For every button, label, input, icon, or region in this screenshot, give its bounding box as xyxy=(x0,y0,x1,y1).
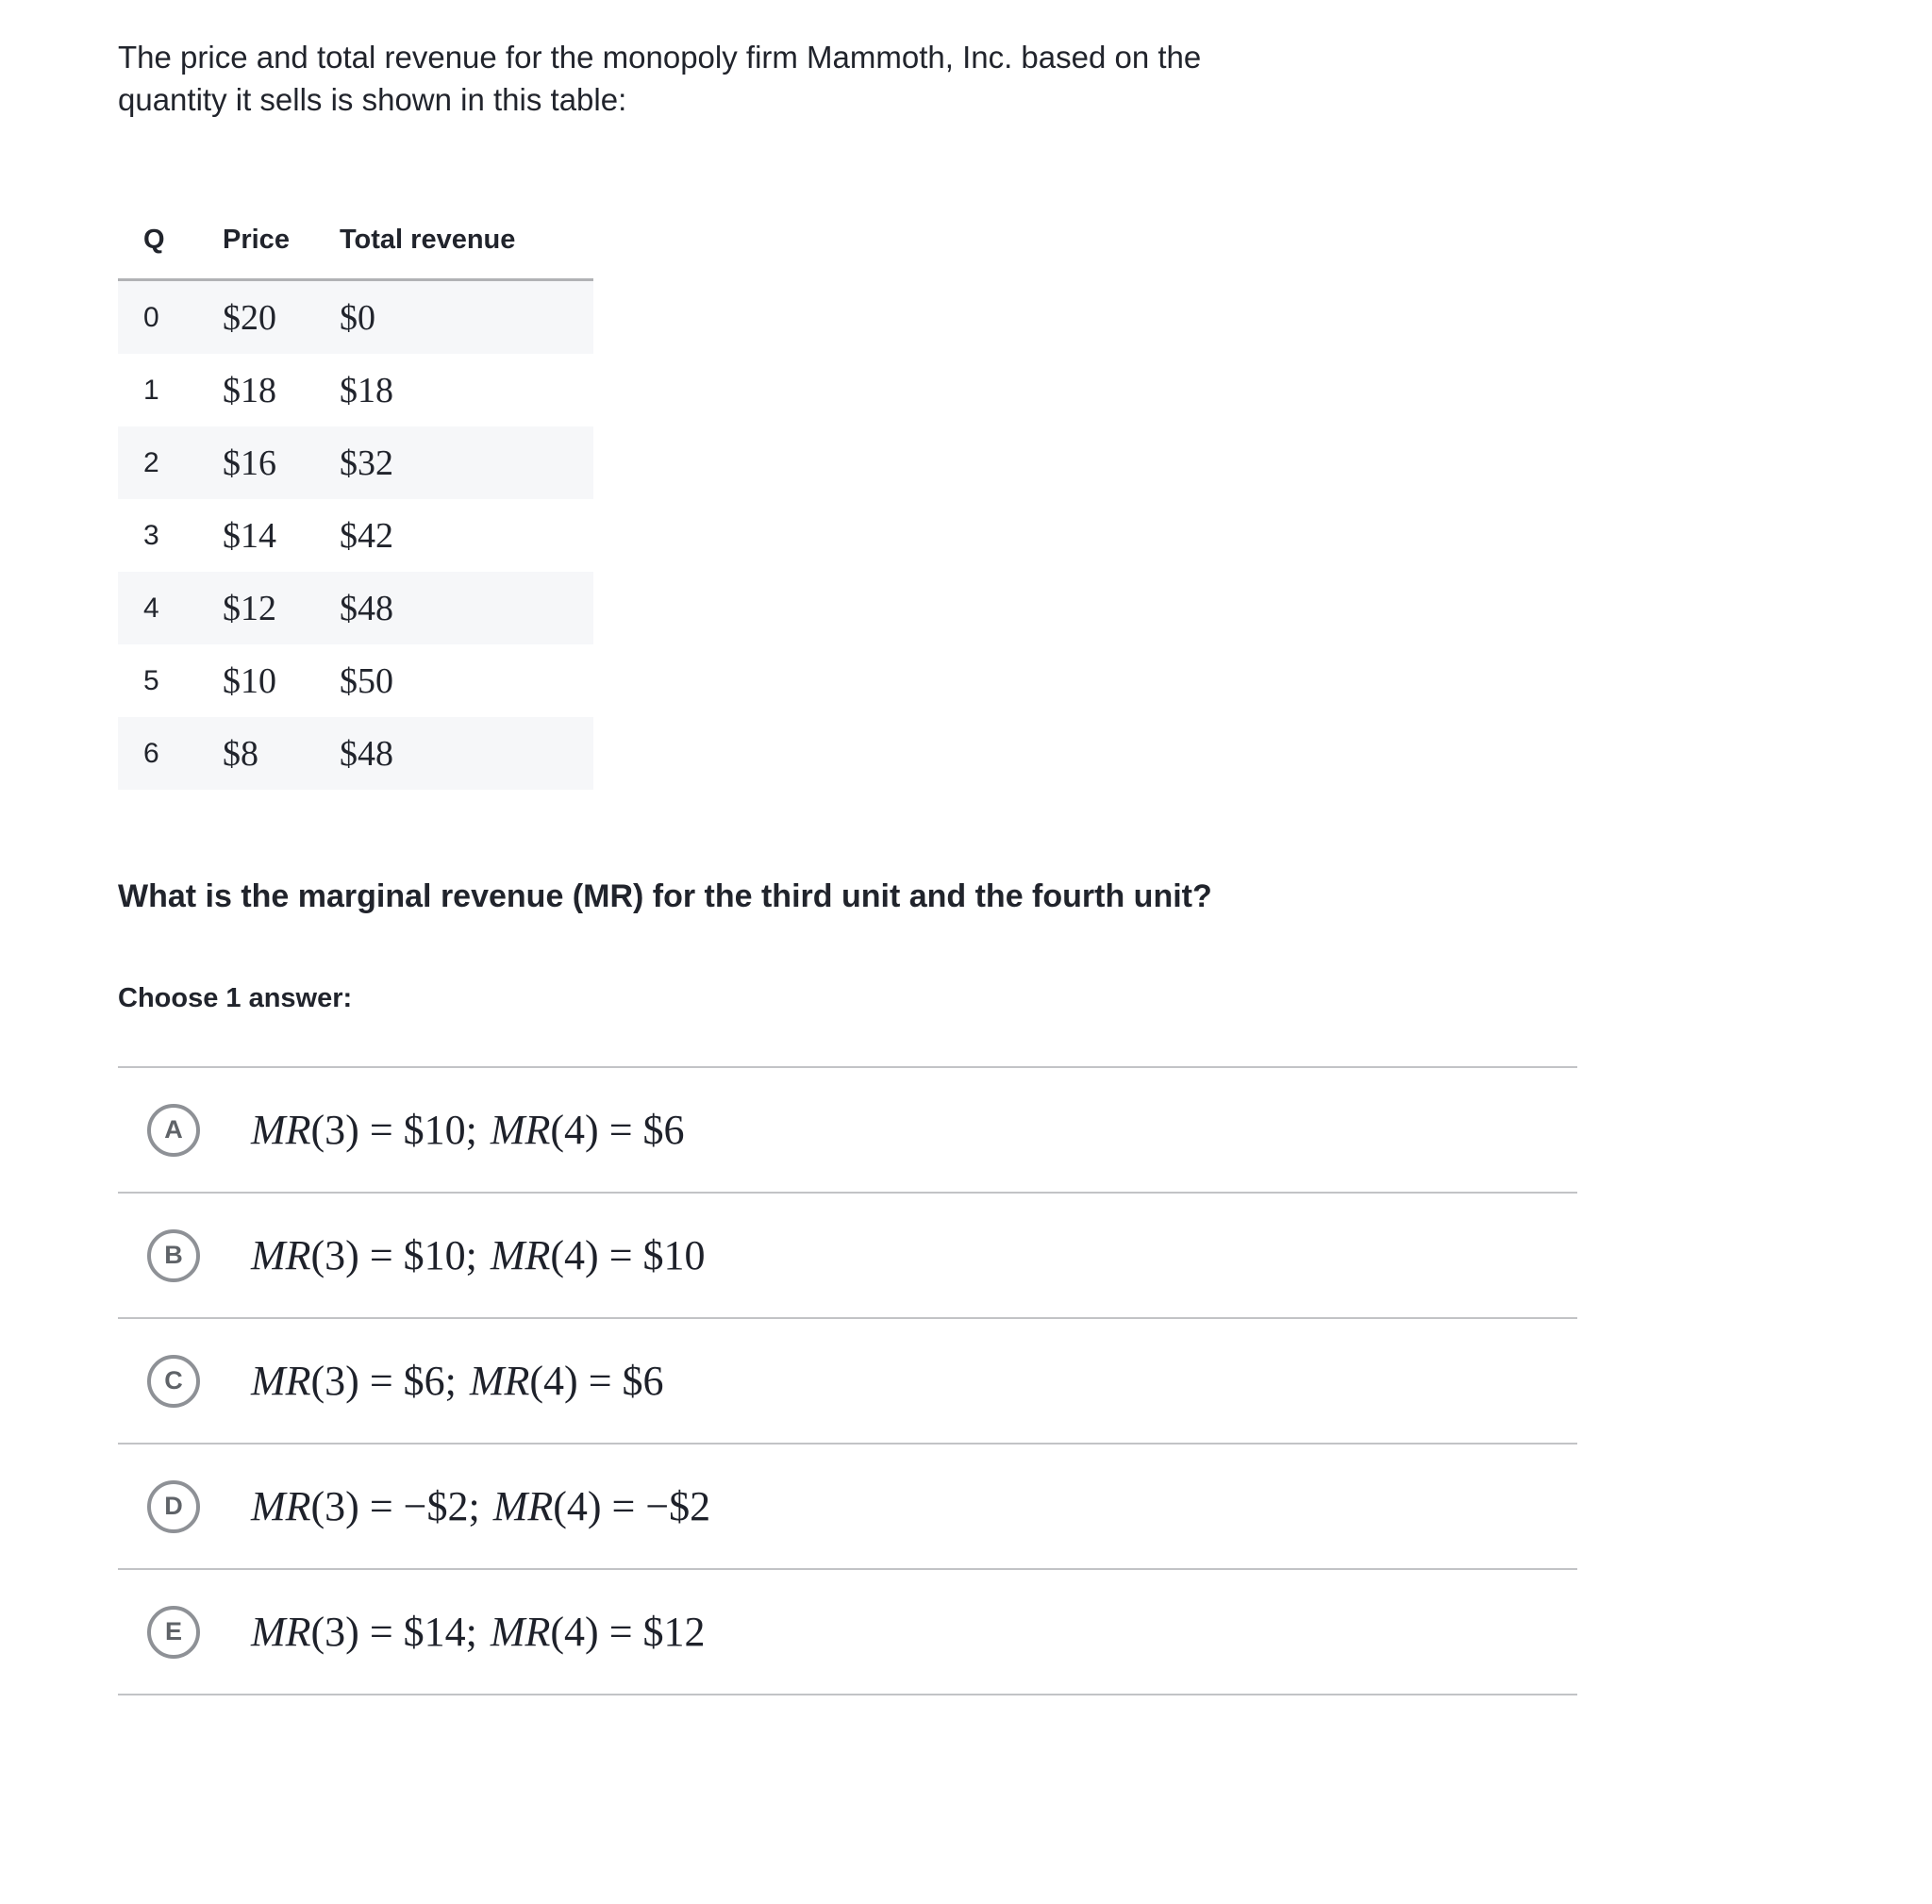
q-value: 1 xyxy=(143,374,159,406)
revenue-value: $18 xyxy=(340,370,393,410)
question-panel xyxy=(118,0,1577,1695)
question-text: What is the marginal revenue (MR) for the third unit and the fourth unit? xyxy=(118,878,1212,914)
table-header-row xyxy=(118,215,593,280)
option-letter: E xyxy=(164,1617,182,1645)
table-row xyxy=(118,354,593,426)
option-letter: D xyxy=(164,1492,183,1520)
radio-button-c[interactable] xyxy=(147,1355,200,1408)
option-d-expression xyxy=(251,1482,710,1530)
mr-symbol: MR xyxy=(492,1483,554,1529)
option-letter: C xyxy=(164,1366,183,1395)
table-row xyxy=(118,499,593,572)
revenue-value: $42 xyxy=(340,515,393,556)
radio-button-d[interactable] xyxy=(147,1480,200,1533)
mr-symbol: MR xyxy=(251,1609,311,1655)
mr-symbol: MR xyxy=(490,1232,551,1278)
mr3-expression: (3) = $10; xyxy=(310,1232,477,1278)
mr-symbol: MR xyxy=(469,1358,530,1404)
mr-symbol: MR xyxy=(490,1107,551,1153)
mr3-expression: (3) = −$2; xyxy=(310,1483,480,1529)
price-value: $14 xyxy=(223,515,276,556)
mr4-expression: (4) = $10 xyxy=(550,1232,706,1278)
column-header-q: Q xyxy=(118,215,223,280)
option-c-expression xyxy=(251,1357,664,1405)
option-letter: A xyxy=(164,1115,183,1144)
revenue-value: $0 xyxy=(340,297,375,338)
mr-symbol: MR xyxy=(490,1609,551,1655)
q-value: 5 xyxy=(143,664,159,696)
option-e-expression xyxy=(251,1608,706,1656)
price-value: $18 xyxy=(223,370,276,410)
mr-symbol: MR xyxy=(251,1483,311,1529)
mr3-expression: (3) = $14; xyxy=(310,1609,477,1655)
revenue-value: $48 xyxy=(340,733,393,774)
table-row xyxy=(118,280,593,355)
q-value: 6 xyxy=(143,737,159,769)
mr4-expression: (4) = $6 xyxy=(550,1107,685,1153)
q-value: 2 xyxy=(143,446,159,478)
mr3-expression: (3) = $6; xyxy=(310,1358,457,1404)
answer-option-c[interactable] xyxy=(118,1317,1577,1443)
q-value: 0 xyxy=(143,301,159,333)
table-row xyxy=(118,426,593,499)
table-row xyxy=(118,717,593,790)
radio-button-a[interactable] xyxy=(147,1104,200,1157)
answer-option-b[interactable] xyxy=(118,1192,1577,1317)
q-value: 3 xyxy=(143,519,159,551)
mr4-expression: (4) = $6 xyxy=(529,1358,664,1404)
column-header-price: Price xyxy=(223,215,340,280)
column-header-total-revenue: Total revenue xyxy=(340,215,593,280)
revenue-value: $50 xyxy=(340,660,393,701)
mr-symbol: MR xyxy=(251,1358,311,1404)
radio-button-b[interactable] xyxy=(147,1229,200,1282)
table-row xyxy=(118,572,593,644)
answer-option-e[interactable] xyxy=(118,1568,1577,1695)
answer-options-list xyxy=(118,1066,1577,1695)
revenue-value: $32 xyxy=(340,443,393,483)
price-revenue-table xyxy=(118,215,593,790)
mr4-expression: (4) = −$2 xyxy=(553,1483,711,1529)
price-value: $8 xyxy=(223,733,258,774)
mr4-expression: (4) = $12 xyxy=(550,1609,706,1655)
intro-text: The price and total revenue for the monopoly firm Mammoth, Inc. based on the quantity it sells is shown in this table: xyxy=(118,40,1202,117)
price-value: $10 xyxy=(223,660,276,701)
mr3-expression: (3) = $10; xyxy=(310,1107,477,1153)
mr-symbol: MR xyxy=(251,1107,311,1153)
q-value: 4 xyxy=(143,592,159,624)
answer-option-a[interactable] xyxy=(118,1066,1577,1192)
price-value: $16 xyxy=(223,443,276,483)
price-value: $12 xyxy=(223,588,276,628)
price-value: $20 xyxy=(223,297,276,338)
option-letter: B xyxy=(164,1241,183,1269)
choose-answer-label: Choose 1 answer: xyxy=(118,983,353,1013)
option-b-expression xyxy=(251,1231,706,1279)
option-a-expression xyxy=(251,1106,685,1154)
revenue-value: $48 xyxy=(340,588,393,628)
mr-symbol: MR xyxy=(251,1232,311,1278)
radio-button-e[interactable] xyxy=(147,1606,200,1659)
table-row xyxy=(118,644,593,717)
answer-option-d[interactable] xyxy=(118,1443,1577,1568)
